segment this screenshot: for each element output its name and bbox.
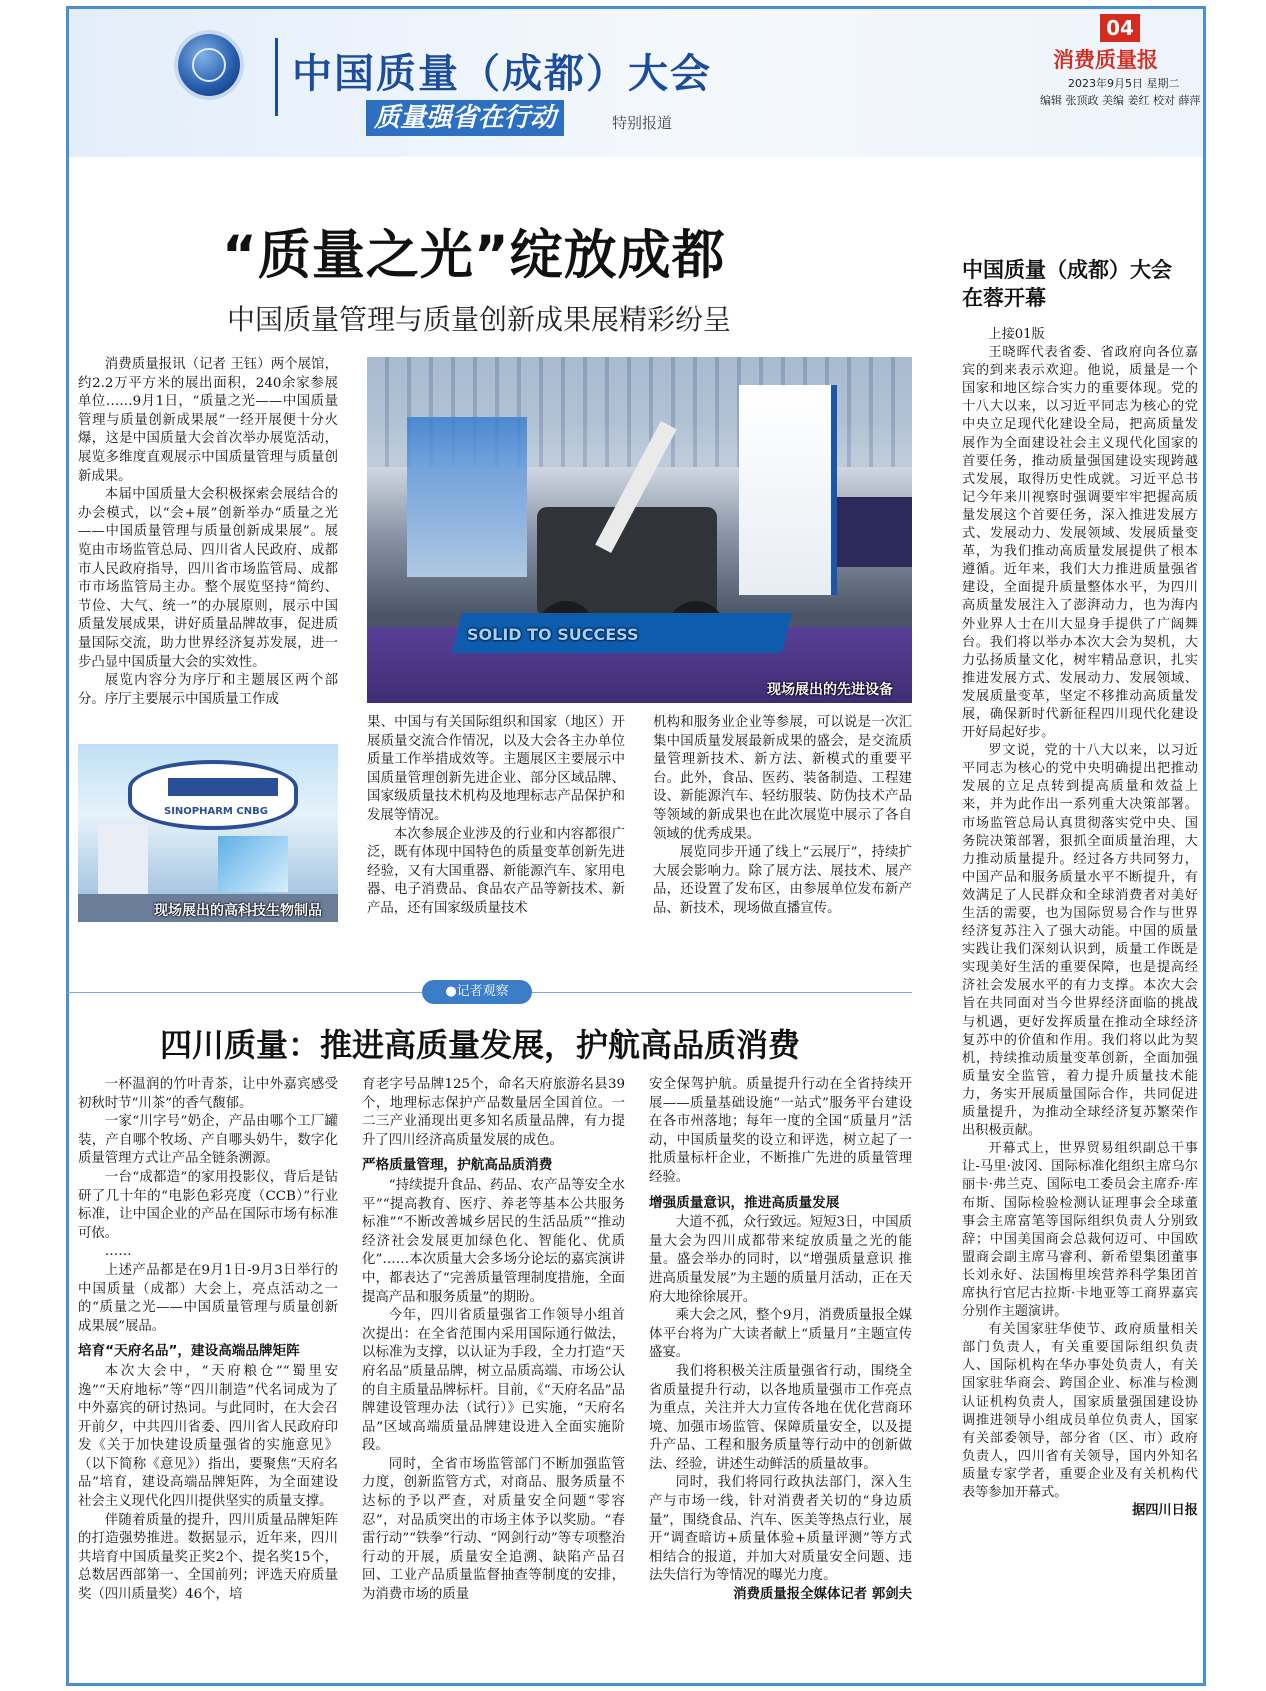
paragraph: 消费质量报讯（记者 王钰）两个展馆，约2.2万平方米的展出面积，240余家参展单位……9月1日，“质量之光——中国质量管理与质量创新成果展”一经开展便十分火爆，这是中国质量大会首次举办展览活动，展览多维度直观展示中国质量管理与质量创新成果。	[78, 357, 338, 484]
exhibition-photo-equipment	[367, 357, 912, 703]
photo-caption-equipment: 现场展出的先进设备	[767, 682, 893, 698]
globe-logo-icon	[178, 34, 240, 96]
paragraph: 开幕式上，世界贸易组织副总干事让-马里·波冈、国际标准化组织主席乌尔丽卡·弗兰克、国际电工委员会主席乔·库布斯、国际检验检测认证理事会全球董事会主席富笔等国际组织负责人分别致辞；中国美国商会总裁何迈可、中国欧盟商会副主席马睿利、新希望集团董事长刘永好、法国梅里埃营养科学集团首席执行官尼古拉斯·卡地亚等工商界嘉宾分别作主题演讲。	[962, 1141, 1198, 1320]
photo-sign-text: SINOPHARM CNBG	[164, 806, 268, 817]
paragraph: 王晓晖代表省委、省政府向各位嘉宾的到来表示欢迎。他说，质量是一个国家和地区综合实力的重要体现。党的十八大以来，以习近平同志为核心的党中央立足现代化建设全局，把高质量发展作为全面建设社会主义现代化国家的首要任务，推动质量强国建设实现跨越式发展，取得历史性成就。习近平总书记今年来川视察时强调要牢牢把握高质量发展这个首要任务，深入推进发展方式、发展动力、发展领域、发展质量变革，为我们推动高质量发展提供了根本遵循。近年来，我们大力推进质量强省建设，全面提升质量整体水平，为四川高质量发展注入了澎湃动力，也为海内外业界人士在川大显身手提供了广阔舞台。我们将以举办本次大会为契机，大力弘扬质量文化，树牢精品意识，扎实推进发展方式、发展动力、发展领域、发展质量变革，坚定不移推动高质量发展，确保新时代新征程四川现代化建设开好局起好步。	[962, 345, 1198, 741]
paragraph: 有关国家驻华使节、政府质量相关部门负责人，有关重要国际组织负责人、国际机构在华办事处负责人，有关国家驻华商会、跨国企业、标准与检测认证机构负责人，国家质量强国建设协调推进领导小组成员单位负责人，国家有关部委领导，部分省（区、市）政府负责人，四川省有关领导，国内外知名质量专家学者，重要企业及有关机构代表等参加开幕式。	[962, 1322, 1198, 1500]
paragraph: 本届中国质量大会积极探索会展结合的办会模式，以“会+展”创新举办“质量之光——中国质量管理与质量创新成果展”。展览由市场监管总局、四川省人民政府、成都市人民政府指导，四川省市场监管局、成都市市场监管局主办。整个展览坚持“简约、节俭、大气、统一”的办展原则，展示中国质量发展成果，讲好质量品牌故事，促进质量国际交流，助力世界经济复苏发展，进一步凸显中国质量大会的实效性。	[78, 487, 338, 670]
paragraph: 伴随着质量的提升，四川质量品牌矩阵的打造强势推进。数据显示，近年来，四川共培育中国质量奖正奖2个、提名奖15个，总数居西部第一、全国前列；评选天府质量奖（四川质量奖）46个，培	[78, 1512, 338, 1603]
continuation-note: 上接01版	[988, 327, 1045, 342]
paragraph: 机构和服务业企业等参展，可以说是一次汇集中国质量发展最新成果的盛会，是交流质量管理新技术、新方法、新模式的重要平台。此外，食品、医药、装备制造、工程建设、新能源汽车、轻纺服装、防伪技术产品等领域的新成果也在此次展览中展示了各自领域的优秀成果。	[653, 715, 912, 842]
lead-subhead: 中国质量管理与质量创新成果展精彩纷呈	[227, 303, 732, 336]
byline: 消费质量报全媒体记者 郭剑夫	[733, 1587, 912, 1603]
paragraph: 一杯温润的竹叶青茶，让中外嘉宾感受初秋时节“川茶”的香气馥郁。	[78, 1077, 338, 1111]
dateline: 2023年9月5日 星期二	[1068, 77, 1180, 90]
observation-column-3	[649, 1076, 912, 1605]
masthead-tag: 特别报道	[612, 114, 673, 132]
paragraph: 上述产品都是在9月1日-9月3日举行的中国质量（成都）大会上，亮点活动之一的“质量之光——中国质量管理与质量创新成果展”展品。	[78, 1262, 338, 1334]
paragraph: “持续提升食品、药品、农产品等安全水平”“提高教育、医疗、养老等基本公共服务标准”“不断改善城乡居民的生活品质”“推动经济社会发展更加绿色化、智能化、优质化”……本次质量大会多场分论坛的嘉宾演讲中，都表达了“完善质量管理制度措施，全面提高产品和服务质量”的期盼。	[362, 1177, 625, 1305]
editors-line: 编辑 张顶政 美编 姜红 校对 薛萍	[1040, 94, 1201, 107]
source-credit: 据四川日报	[1132, 1503, 1198, 1519]
paragraph: 一台“成都造”的家用投影仪，背后是钻研了几十年的“电影色彩亮度（CCB）”行业标准，让中国企业的产品在国际市场有标准可依。	[78, 1169, 338, 1241]
page-number: 04	[1100, 14, 1140, 42]
photo-caption-biotech: 现场展出的高科技生物制品	[154, 903, 322, 919]
sidebar-column	[962, 326, 1198, 1520]
lead-column-1	[78, 356, 338, 709]
paragraph: 我们将积极关注质量强省行动，围绕全省质量提升行动，以各地质量强市工作亮点为重点，关注并大力宣传各地在优化营商环境、加强市场监管、保障质量安全，以及提升产品、工程和服务质量等行动中的创新做法、经验，讲述生动鲜活的质量故事。	[649, 1363, 912, 1472]
lead-column-3	[653, 714, 912, 919]
paragraph: 育老字号品牌125个，命名天府旅游名县39个，地理标志保护产品数量居全国首位。一二三产业涌现出更多知名质量品牌，有力提升了四川经济高质量发展的成色。	[362, 1077, 625, 1148]
paragraph: 一家“川字号”奶企，产品由哪个工厂罐装，产自哪个牧场、产自哪头奶牛，数字化质量管理方式让产品全链条溯源。	[78, 1114, 338, 1167]
lead-headline: “质量之光”绽放成都	[222, 225, 726, 286]
photo-sign-text: SOLID TO SUCCESS	[467, 625, 639, 644]
exhibition-photo-biotech	[78, 744, 338, 922]
sidebar-title-line: 中国质量（成都）大会	[962, 258, 1172, 282]
observation-column-1	[78, 1076, 338, 1605]
paper-name: 消费质量报	[1053, 48, 1158, 72]
paragraph: 罗文说，党的十八大以来，以习近平同志为核心的党中央明确提出把推动发展的立足点转到提高质量和效益上来，并为此作出一系列重大决策部署。市场监管总局认真贯彻落实党中央、国务院决策部署，狠抓全面质量治理，大力推动质量提升。经过各方共同努力，中国产品和服务质量水平不断提升，有效满足了人民群众和全球消费者对美好生活的需要，也为国际贸易合作与世界经济复苏注入了强大动能。中国的质量实践让我们深刻认识到，质量工作既是实现美好生活的重要保障，也是提高经济社会发展水平的有力支撑。本次大会旨在共同面对当今世界经济面临的挑战与机遇，更好发挥质量在推动全球经济复苏中的价值和作用。我们将以此为契机，持续推动质量变革创新，全面加强质量安全监管，着力提升质量技术能力，务实开展质量国际合作，共同促进质量提升，为推动全球经济复苏繁荣作出积极贡献。	[962, 743, 1198, 1139]
sidebar-title	[962, 256, 1172, 312]
paragraph: 乘大会之风，整个9月，消费质量报全媒体平台将为广大读者献上“质量月”主题宣传盛宴。	[649, 1308, 912, 1361]
masthead-title: 中国质量（成都）大会	[292, 51, 712, 97]
sidebar-title-line: 在蓉开幕	[962, 286, 1046, 310]
lead-column-2	[367, 714, 625, 919]
subheading: 增强质量意识，推进高质量发展	[649, 1194, 840, 1211]
paragraph: 展览内容分为序厅和主题展区两个部分。序厅主要展示中国质量工作成	[78, 673, 338, 707]
masthead-divider	[275, 38, 278, 116]
paragraph: 今年，四川省质量强省工作领导小组首次提出：在全省范围内采用国际通行做法，以标准为支撑，以认证为手段，全力打造“天府名品”质量品牌，树立品质高端、市场公认的自主质量品牌标杆。目前，《“天府名品”品牌建设管理办法（试行）》已实施，“天府名品”区域高端质量品牌建设进入全面实施阶段。	[362, 1308, 625, 1454]
paragraph: 果、中国与有关国际组织和国家（地区）开展质量交流合作情况，以及大会各主办单位质量工作举措成效等。主题展区主要展示中国质量管理创新先进企业、部分区域品牌、国家级质量技术机构及地理标志产品保护和发展等情况。	[367, 715, 625, 823]
paragraph: 本次参展企业涉及的行业和内容都很广泛，既有体现中国特色的质量变革创新先进经验，又有大国重器、新能源汽车、家用电器、电子消费品、食品农产品等新技术、新产品，还有国家级质量技术	[367, 826, 625, 916]
subheading: 严格质量管理，护航高品质消费	[362, 1157, 553, 1174]
paragraph: 同时，全省市场监管部门不断加强监管力度，创新监管方式，对商品、服务质量不达标的予以严查，对质量安全问题“零容忍”，对品质突出的市场主体予以奖励。“春雷行动”“铁拳”行动、“网剑行动”等专项整治行动的开展，质量安全追溯、缺陷产品召回、工业产品质量监督抽查等制度的安排，为消费市场的质量	[362, 1456, 625, 1603]
observation-column-2	[362, 1076, 625, 1605]
paragraph: 安全保驾护航。质量提升行动在全省持续开展——质量基础设施“一站式”服务平台建设在各市州落地；每年一度的全国“质量月”活动，中国质量奖的设立和评选，树立起了一批质量标杆企业，不断推广先进的质量管理经验。	[649, 1077, 912, 1185]
masthead-slogan: 质量强省在行动	[366, 100, 564, 136]
paragraph: 大道不孤，众行致远。短短3日，中国质量大会为四川成都带来绽放质量之光的能量。盛会举办的同时，以“增强质量意识 推进高质量发展”为主题的质量月活动，正在天府大地徐徐展开。	[649, 1215, 912, 1305]
paragraph: 展览同步开通了线上“云展厅”，持续扩大展会影响力。除了展方法、展技术、展产品，还设置了发布区，由参展单位发布新产品、新技术，现场做直播宣传。	[653, 845, 912, 916]
subheading: 培育“天府名品”，建设高端品牌矩阵	[78, 1343, 300, 1360]
observation-headline: 四川质量：推进高质量发展，护航高品质消费	[160, 1026, 801, 1064]
paragraph: 本次大会中，“天府粮仓”“蜀里安逸”“天府地标”等“四川制造”代名词成为了中外嘉宾的研讨热词。与此同时，在大会召开前夕，中共四川省委、四川省人民政府印发《关于加快建设质量强省的实施意见》（以下简称《意见》）指出，要聚焦“天府名品”培育，建设高端品牌矩阵，为全面建设社会主义现代化四川提供坚实的质量支撑。	[78, 1363, 338, 1510]
section-label: ●记者观察	[422, 980, 532, 1004]
paragraph: 同时，我们将同行政执法部门，深入生产与市场一线，针对消费者关切的“身边质量”，围绕食品、汽车、医美等热点行业，展开“调查暗访+质量体验+质量评测”等方式相结合的报道，并加大对质量安全问题、违法失信行为等情况的曝光力度。	[649, 1475, 912, 1584]
paragraph: ……	[104, 1244, 132, 1260]
